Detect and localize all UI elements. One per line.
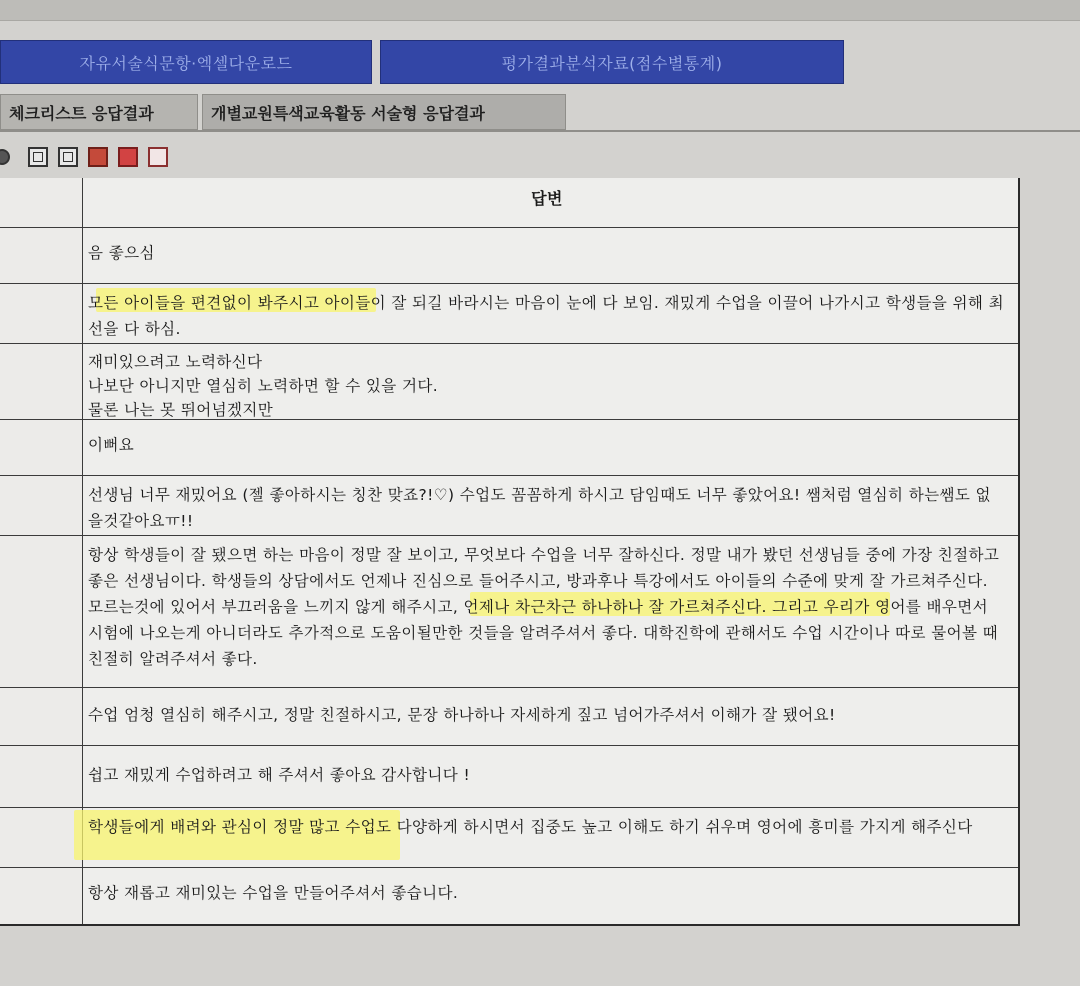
table-row xyxy=(0,228,1018,284)
table-row xyxy=(0,476,1018,536)
circle-icon[interactable] xyxy=(0,149,10,165)
index-cell xyxy=(0,284,83,343)
index-cell xyxy=(0,688,83,745)
answer-text: 항상 학생들이 잘 됐으면 하는 마음이 정말 잘 보이고, 무엇보다 수업을 너무 잘하신다. 정말 내가 봤던 선생님들 중에 가장 친절하고 좋은 선생님이다. 학생들의 상담에서도 언제나 진심으로 들어주시고, 방과후나 특강에서도 아이들의 수준에 맞게 잘 가르쳐주신다. 모르는것에 있어서 부끄러움을 느끼지 않게 해주시고, 언제나 차근차근 하나하나 잘 가르쳐주신다. 그리고 우리가 영어를 배우면서 시험에 나오는게 아니더라도 추가적으로 도움이될만한 것들을 알려주셔서 좋다. 대학진학에 관해서도 수업 시간이나 따로 물어볼 때 친절히 알려주셔서 좋다. xyxy=(88,546,1000,668)
answer-text: 쉽고 재밌게 수업하려고 해 주셔서 좋아요 감사합니다 ! xyxy=(88,766,471,784)
pdf-icon[interactable] xyxy=(148,147,168,167)
tab-divider xyxy=(0,130,1080,132)
answer-column-header: 답변 xyxy=(531,189,563,208)
answer-text: 모든 아이들을 편견없이 봐주시고 아이들이 잘 되길 바라시는 마음이 눈에 다 보임. 재밌게 수업을 이끌어 나가시고 학생들을 위해 최선을 다 하심. xyxy=(88,294,1004,338)
index-cell xyxy=(0,868,83,924)
index-cell xyxy=(0,536,83,687)
table-row xyxy=(0,868,1018,924)
answer-text: 재미있으려고 노력하신다 나보단 아니지만 열심히 노력하면 할 수 있을 거다. 물론 나는 못 뛰어넘겠지만 xyxy=(88,353,439,419)
index-cell xyxy=(0,746,83,807)
table-row xyxy=(0,284,1018,344)
index-cell xyxy=(0,808,83,867)
table-row xyxy=(0,746,1018,808)
answer-text: 학생들에게 배려와 관심이 정말 많고 수업도 다양하게 하시면서 집중도 높고 이해도 하기 쉬우며 영어에 흥미를 가지게 해주신다 xyxy=(88,818,973,836)
tab-essay-results[interactable]: 개별교원특색교육활동 서술형 응답결과 xyxy=(202,94,566,130)
excel-download-button[interactable]: 자유서술식문항·엑셀다운로드 xyxy=(0,40,372,84)
index-cell xyxy=(0,420,83,475)
index-cell xyxy=(0,344,83,419)
response-table xyxy=(0,178,1020,926)
table-header-row xyxy=(0,178,1018,228)
answer-text: 선생님 너무 재밌어요 (젤 좋아하시는 칭찬 맞죠?!♡) 수업도 꼼꼼하게 하시고 담임때도 너무 좋았어요! 쌤처럼 열심히 하는쌤도 없을것같아요ㅠ!! xyxy=(88,486,991,530)
tab-checklist-results[interactable]: 체크리스트 응답결과 xyxy=(0,94,198,130)
answer-text: 항상 재롭고 재미있는 수업을 만들어주셔서 좋습니다. xyxy=(88,884,459,902)
table-row xyxy=(0,808,1018,868)
answer-text: 음 좋으심 xyxy=(88,244,155,262)
index-cell xyxy=(0,228,83,283)
excel-icon[interactable] xyxy=(28,147,48,167)
print-icon[interactable] xyxy=(118,147,138,167)
image-icon[interactable] xyxy=(88,147,108,167)
table-row xyxy=(0,344,1018,420)
window-top-strip xyxy=(0,0,1080,21)
table-icon[interactable] xyxy=(58,147,78,167)
answer-text: 이뻐요 xyxy=(88,436,135,454)
index-cell xyxy=(0,476,83,535)
export-toolbar xyxy=(0,140,1080,174)
stats-report-button[interactable]: 평가결과분석자료(점수별통계) xyxy=(380,40,844,84)
table-row xyxy=(0,536,1018,688)
table-row xyxy=(0,420,1018,476)
index-cell xyxy=(0,178,83,227)
answer-text: 수업 엄청 열심히 해주시고, 정말 친절하시고, 문장 하나하나 자세하게 짚고 넘어가주셔서 이해가 잘 됐어요! xyxy=(88,706,836,724)
table-row xyxy=(0,688,1018,746)
